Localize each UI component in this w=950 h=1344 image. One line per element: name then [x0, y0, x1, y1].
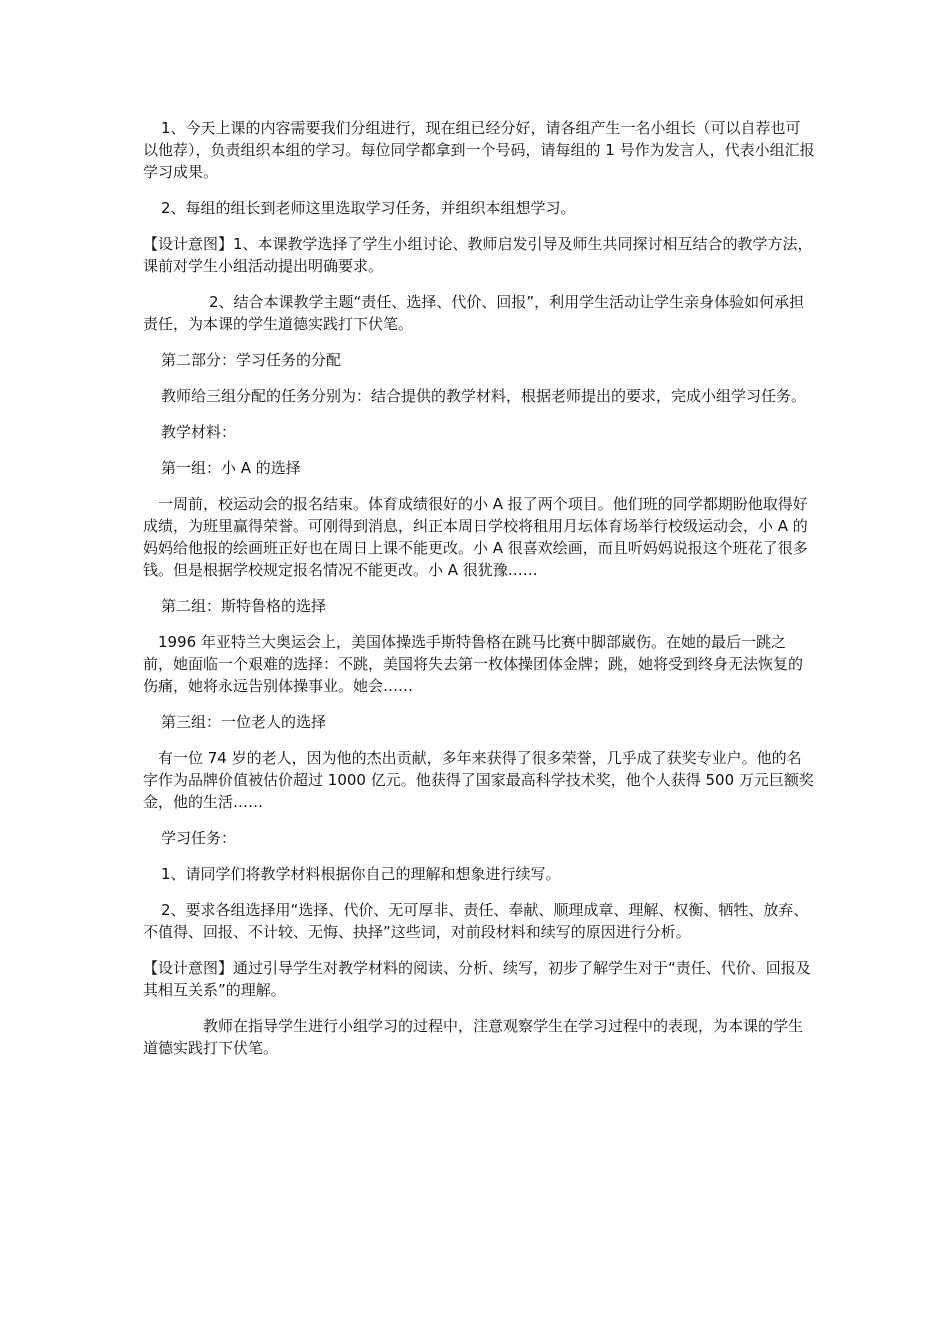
paragraph-task-selection: 2、每组的组长到老师这里选取学习任务，并组织本组想学习。 [161, 199, 576, 217]
paragraph-teacher-guidance: 教师在指导学生进行小组学习的过程中，注意观察学生在学习过程中的表现，为本课的学生道德实践打下伏笔。 [143, 1017, 804, 1057]
paragraph-design-intent-3: 【设计意图】通过引导学生对教学材料的阅读、分析、续写，初步了解学生对于“责任、代价、回报及其相互关系”的理解。 [143, 959, 811, 999]
paragraph-task-one: 1、请同学们将教学材料根据你自己的理解和想象进行续写。 [161, 865, 561, 883]
paragraph-group-one-story: 一周前，校运动会的报名结束。体育成绩很好的小 A 报了两个项目。他们班的同学都期盼他取得好成绩，为班里赢得荣誉。可刚得到消息，纠正本周日学校将租用月坛体育场举行校级运动会，小 A 的妈妈给他报的绘画班正好也在周日上课不能更改。小 A 很喜欢绘画，而且听妈妈说报这个班花了很多钱。但是根据学校规定报名情况不能更改。小 A 很犹豫…… [143, 495, 808, 579]
paragraph-task-assignment: 教师给三组分配的任务分别为：结合提供的教学材料，根据老师提出的要求，完成小组学习任务。 [161, 387, 807, 405]
paragraph-design-intent-2: 2、结合本课教学主题“责任、选择、代价、回报”，利用学生活动让学生亲身体验如何承担责任，为本课的学生道德实践打下伏笔。 [143, 293, 805, 333]
paragraph-design-intent-1: 【设计意图】1、本课教学选择了学生小组讨论、教师启发引导及师生共同探讨相互结合的教学方法，课前对学生小组活动提出明确要求。 [143, 235, 813, 275]
paragraph-group-two-story: 1996 年亚特兰大奥运会上，美国体操选手斯特鲁格在跳马比赛中脚部崴伤。在她的最后一跳之前，她面临一个艰难的选择：不跳，美国将失去第一枚体操团体金牌；跳，她将受到终身无法恢复的伤痛，她将永远告别体操事业。她会…… [143, 633, 804, 695]
heading-group-three: 第三组：一位老人的选择 [161, 713, 327, 731]
paragraph-group-setup: 1、今天上课的内容需要我们分组进行，现在组已经分好，请各组产生一名小组长（可以自荐也可以他荐），负责组织本组的学习。每位同学都拿到一个号码，请每组的 1 号作为发言人，代表小组汇报学习成果。 [143, 119, 815, 181]
heading-group-two: 第二组：斯特鲁格的选择 [161, 597, 327, 615]
document-page [143, 117, 815, 1073]
heading-group-one: 第一组：小 A 的选择 [161, 459, 301, 477]
paragraph-task-two: 2、要求各组选择用“选择、代价、无可厚非、责任、奉献、顺理成章、理解、权衡、牺牲、放弃、不值得、回报、不计较、无悔、抉择”这些词，对前段材料和续写的原因进行分析。 [143, 901, 809, 941]
section-heading-part-two: 第二部分：学习任务的分配 [161, 351, 342, 369]
label-teaching-material: 教学材料： [161, 423, 237, 441]
label-learning-tasks: 学习任务： [161, 829, 237, 847]
paragraph-group-three-story: 有一位 74 岁的老人，因为他的杰出贡献，多年来获得了很多荣誉，几乎成了获奖专业户。他的名字作为品牌价值被估价超过 1000 亿元。他获得了国家最高科学技术奖，他个人获得 500 万元巨额奖金，他的生活…… [143, 749, 814, 811]
